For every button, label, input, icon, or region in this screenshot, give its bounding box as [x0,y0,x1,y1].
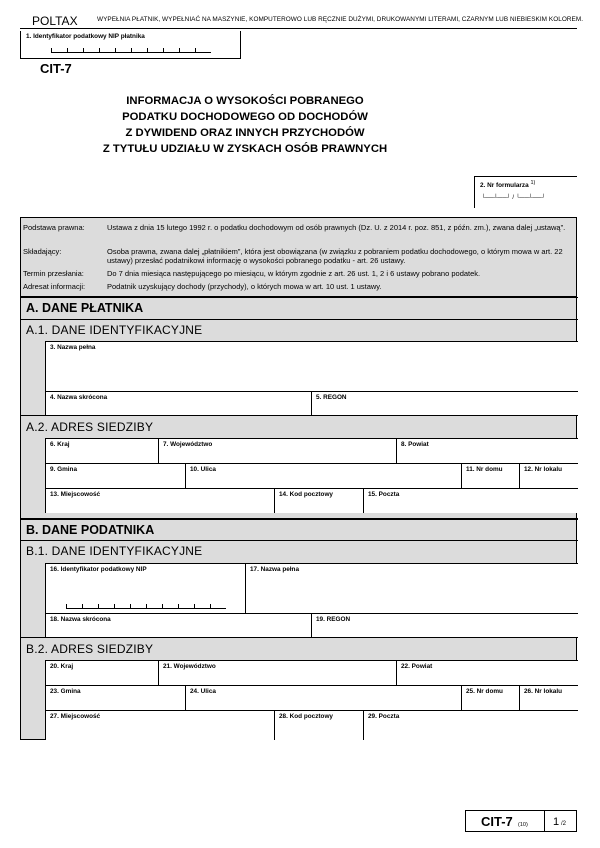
brand-label: POLTAX [32,14,78,28]
form-grid [20,297,577,740]
payer-nip-label: 1. Identyfikator podatkowy NIP płatnika [26,33,145,40]
field-28-postal-code[interactable]: 28. Kod pocztowy [274,710,363,740]
info-value: Do 7 dnia miesiąca następującego po miesiącu, w którym zgodnie z art. 26 ust. 1, 2 i 6 ustawy pobrano podatek. [107,269,481,278]
field-12-apartment-number[interactable]: 12. Nr lokalu [519,463,578,488]
section-a2-header: A.2. ADRES SIEDZIBY [21,415,578,438]
field-14-postal-code[interactable]: 14. Kod pocztowy [274,488,363,513]
field-15-post-office[interactable]: 15. Poczta [363,488,578,513]
title-line: PODATKU DOCHODOWEGO OD DOCHODÓW [122,111,368,123]
field-7-voivodeship[interactable]: 7. Województwo [158,438,396,463]
page-number: 1 [553,816,560,828]
form-number-label: 2. Nr formularza $^{1)}$ [480,180,536,190]
title-line: Z TYTUŁU UDZIAŁU W ZYSKACH OSÓB PRAWNYCH [102,143,388,155]
payer-nip-input[interactable] [51,48,211,53]
legal-info-box [20,217,577,297]
field-8-district[interactable]: 8. Powiat [396,438,578,463]
field-17-full-name[interactable]: 17. Nazwa pełna [245,563,578,613]
top-divider [20,28,577,29]
field-13-city[interactable]: 13. Miejscowość [45,488,274,513]
title-line: INFORMACJA O WYSOKOŚCI POBRANEGO [126,95,364,107]
section-b1-header: B.1. DANE IDENTYFIKACYJNE [21,540,578,563]
section-a1-header: A.1. DANE IDENTYFIKACYJNE [21,319,578,341]
taxpayer-nip-input[interactable] [66,604,226,609]
form-code: CIT-7 [40,61,72,76]
page-total: /2 [561,821,567,827]
section-b2-header: B.2. ADRES SIEDZIBY [21,637,578,660]
field-9-municipality[interactable]: 9. Gmina [45,463,185,488]
page-footer [465,810,577,832]
section-a-header: A. DANE PŁATNIKA [21,297,578,319]
info-key: Termin przesłania: [23,269,84,278]
field-23-municipality[interactable]: 23. Gmina [45,685,185,710]
form-number-box[interactable] [474,176,577,208]
field-10-street[interactable]: 10. Ulica [185,463,461,488]
form-number-input[interactable]: └──┴──┘ / └──┴──┘ [481,195,546,201]
field-3-full-name[interactable]: 3. Nazwa pełna [45,341,578,391]
footer-form-code: CIT-7 [481,814,513,829]
section-b-header: B. DANE PODATNIKA [21,518,578,540]
field-20-country[interactable]: 20. Kraj [45,660,158,685]
info-key: Podstawa prawna: [23,223,85,232]
field-21-voivodeship[interactable]: 21. Województwo [158,660,396,685]
field-18-short-name[interactable]: 18. Nazwa skrócona [45,613,311,637]
info-value: Podatnik uzyskujący dochody (przychody), o których mowa w art. 10 ust. 1 ustawy. [107,282,382,291]
footer-divider [544,811,545,831]
form-title [60,93,430,157]
field-11-house-number[interactable]: 11. Nr domu [461,463,519,488]
info-key: Składający: [23,247,62,256]
field-16-taxpayer-nip[interactable]: 16. Identyfikator podatkowy NIP [45,563,245,613]
field-29-post-office[interactable]: 29. Poczta [363,710,578,740]
footer-version: (10) [518,822,528,828]
fill-instruction: WYPEŁNIA PŁATNIK, WYPEŁNIAĆ NA MASZYNIE, KOMPUTEROWO LUB RĘCZNIE DUŻYMI, DRUKOWANYMI LITERAMI, CZARNYM LUB NIEBIESKIM KOLOREM. [97,16,584,23]
payer-nip-box[interactable] [20,31,241,59]
field-19-regon[interactable]: 19. REGON [311,613,578,637]
field-25-house-number[interactable]: 25. Nr domu [461,685,519,710]
field-24-street[interactable]: 24. Ulica [185,685,461,710]
field-26-apartment-number[interactable]: 26. Nr lokalu [519,685,578,710]
info-value: Ustawa z dnia 15 lutego 1992 r. o podatku dochodowym od osób prawnych (Dz. U. z 2014 r. poz. 851, z późn. zm.), zwana dalej „ustawą”. [107,223,566,232]
field-5-regon[interactable]: 5. REGON [311,391,578,415]
field-22-district[interactable]: 22. Powiat [396,660,578,685]
field-27-city[interactable]: 27. Miejscowość [45,710,274,740]
info-value: Osoba prawna, zwana dalej „płatnikiem”, która jest obowiązana (w związku z pobraniem podatku dochodowego, o którym mowa w art. 22 ustawy) przesłać podatnikowi informację o wysokości pobranego podatku - art. 26 ustawy. [107,247,563,265]
field-6-country[interactable]: 6. Kraj [45,438,158,463]
field-4-short-name[interactable]: 4. Nazwa skrócona [45,391,311,415]
title-line: Z DYWIDEND ORAZ INNYCH PRZYCHODÓW [125,127,365,139]
info-key: Adresat informacji: [23,282,86,291]
